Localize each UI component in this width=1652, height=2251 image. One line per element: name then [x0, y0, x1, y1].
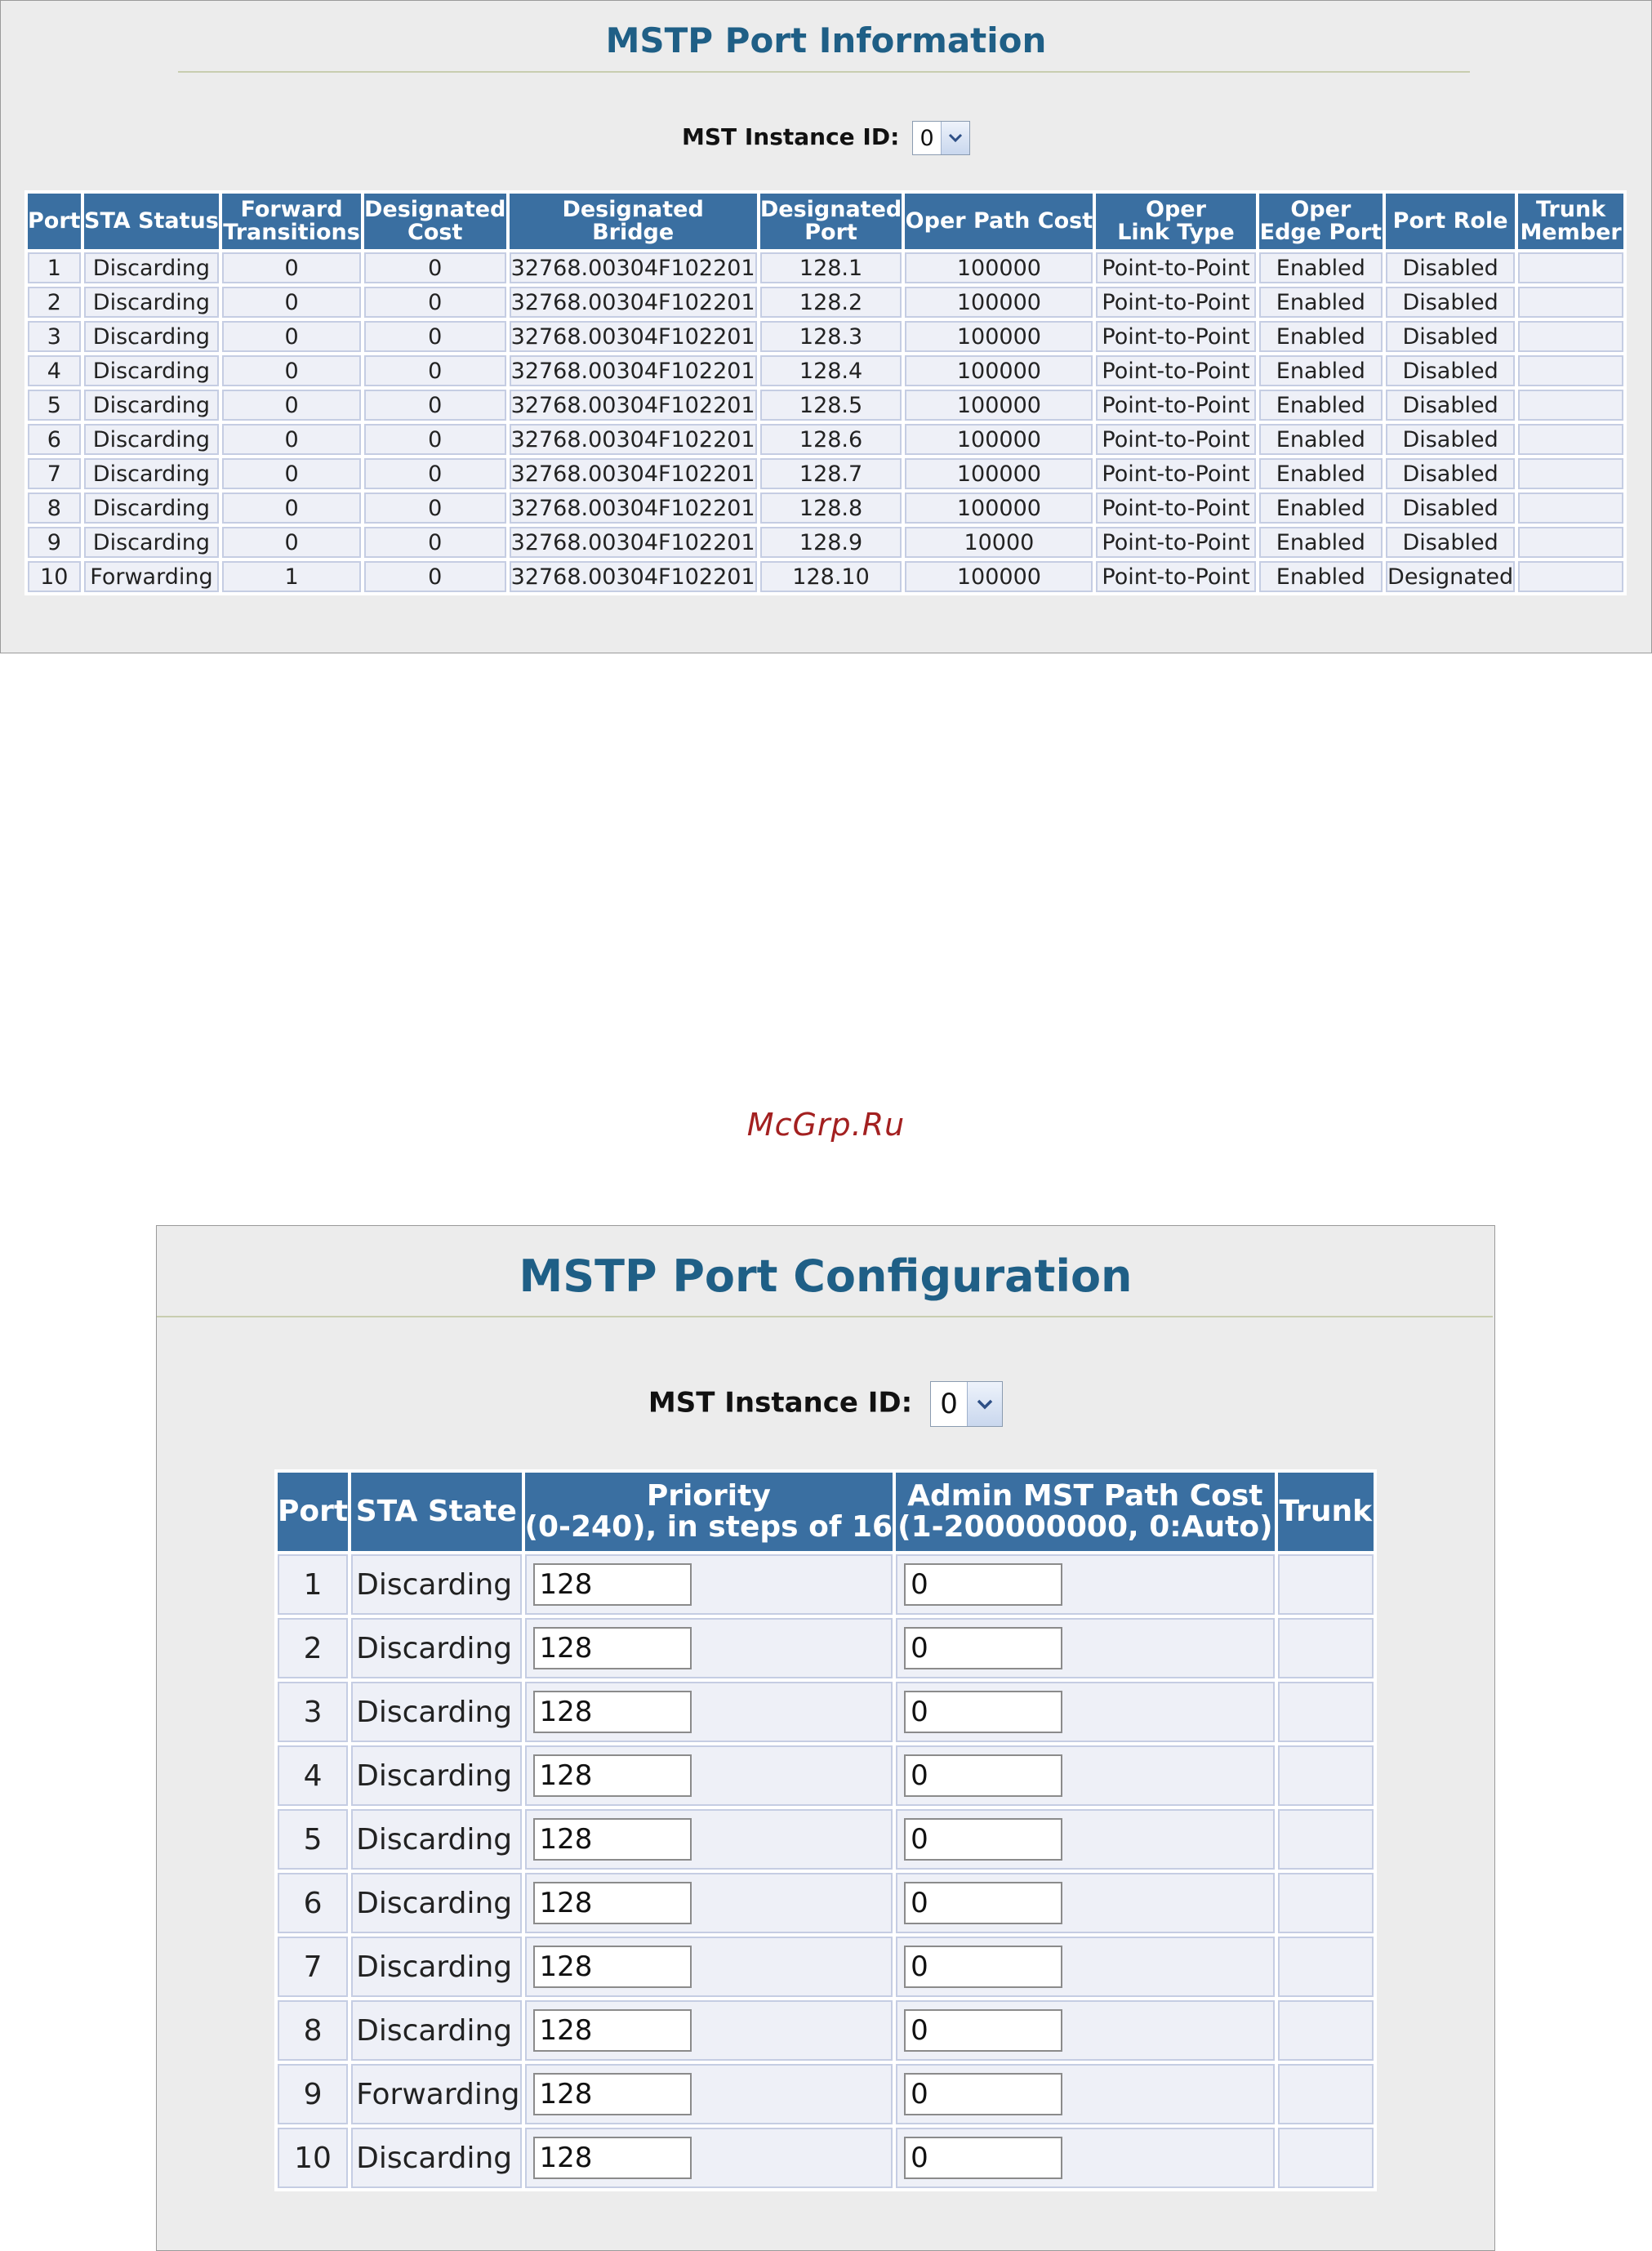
cell-admin-mst-path-cost: [896, 2064, 1274, 2124]
cell-oper-link-type: Point-to-Point: [1096, 458, 1255, 489]
cell-sta-state: Forwarding: [351, 2064, 521, 2124]
cell-designated-bridge: 32768.00304F102201: [510, 355, 757, 386]
table-row: [278, 1745, 1374, 1806]
cell-admin-mst-path-cost: [896, 1745, 1274, 1806]
header-text: Forward: [240, 196, 343, 222]
cell-forward-transitions: 0: [222, 424, 360, 455]
header-text: STA State: [355, 1495, 517, 1529]
cell-designated-cost: 0: [364, 321, 506, 352]
priority-input[interactable]: [533, 1691, 692, 1733]
cell-port-role: Disabled: [1386, 390, 1515, 421]
cell-trunk-member: [1518, 561, 1623, 592]
mst-instance-row: [1, 121, 1651, 155]
table-row: [28, 287, 1623, 318]
header-text: Port: [278, 1495, 349, 1529]
cell-designated-port: 128.4: [760, 355, 902, 386]
cell-admin-mst-path-cost: [896, 1618, 1274, 1678]
cell-trunk-member: [1518, 458, 1623, 489]
header-text: Bridge: [592, 220, 675, 245]
cell-oper-path-cost: 100000: [905, 287, 1093, 318]
cell-oper-link-type: Point-to-Point: [1096, 561, 1255, 592]
cell-sta-state: Discarding: [351, 2000, 521, 2061]
cell-priority: [525, 1554, 893, 1615]
cell-port-role: Disabled: [1386, 321, 1515, 352]
cell-port: 3: [28, 321, 81, 352]
cell-port: 8: [278, 2000, 348, 2061]
path-cost-input[interactable]: [904, 2073, 1062, 2115]
cell-oper-path-cost: 100000: [905, 424, 1093, 455]
header-text: Admin MST Path Cost: [907, 1479, 1263, 1513]
cell-designated-bridge: 32768.00304F102201: [510, 321, 757, 352]
cell-port: 1: [278, 1554, 348, 1615]
cell-sta-state: Discarding: [351, 1618, 521, 1678]
header-text: Designated: [364, 196, 506, 222]
column-header-designated-bridge: [510, 194, 757, 249]
cell-admin-mst-path-cost: [896, 1809, 1274, 1870]
header-text: (0-240), in steps of 16: [524, 1510, 893, 1544]
cell-port-role: Disabled: [1386, 252, 1515, 283]
cell-sta-state: Discarding: [351, 1554, 521, 1615]
cell-sta-state: Discarding: [351, 2128, 521, 2188]
cell-trunk-member: [1518, 287, 1623, 318]
cell-port: 8: [28, 493, 81, 524]
cell-designated-bridge: 32768.00304F102201: [510, 493, 757, 524]
priority-input[interactable]: [533, 1754, 692, 1797]
table-row: [28, 355, 1623, 386]
cell-forward-transitions: 0: [222, 321, 360, 352]
cell-priority: [525, 1745, 893, 1806]
table-row: [28, 390, 1623, 421]
column-header-priority: [525, 1473, 893, 1551]
table-row: [278, 2064, 1374, 2124]
header-text: Trunk: [1279, 1495, 1373, 1529]
path-cost-input[interactable]: [904, 1946, 1062, 1988]
cell-oper-edge-port: Enabled: [1259, 561, 1383, 592]
title-divider: [178, 71, 1470, 73]
cell-trunk-member: [1518, 527, 1623, 558]
cell-priority: [525, 2000, 893, 2061]
cell-port: 7: [278, 1937, 348, 1997]
cell-trunk-member: [1518, 355, 1623, 386]
cell-designated-cost: 0: [364, 458, 506, 489]
path-cost-input[interactable]: [904, 1882, 1062, 1924]
cell-admin-mst-path-cost: [896, 2000, 1274, 2061]
cell-forward-transitions: 0: [222, 287, 360, 318]
cell-port: 4: [28, 355, 81, 386]
cell-sta-state: Discarding: [351, 1873, 521, 1933]
column-header-admin-mst-path-cost: [896, 1473, 1274, 1551]
cell-oper-link-type: Point-to-Point: [1096, 493, 1255, 524]
cell-oper-link-type: Point-to-Point: [1096, 390, 1255, 421]
cell-oper-path-cost: 100000: [905, 390, 1093, 421]
cell-designated-port: 128.2: [760, 287, 902, 318]
priority-input[interactable]: [533, 1563, 692, 1606]
cell-sta-state: Discarding: [351, 1745, 521, 1806]
cell-port: 5: [278, 1809, 348, 1870]
cell-designated-port: 128.1: [760, 252, 902, 283]
table-row: [28, 321, 1623, 352]
cell-forward-transitions: 1: [222, 561, 360, 592]
page-title: MSTP Port Configuration: [519, 1250, 1133, 1302]
column-header-oper-link-type: [1096, 194, 1255, 249]
cell-designated-cost: 0: [364, 390, 506, 421]
cell-port-role: Disabled: [1386, 355, 1515, 386]
cell-port: 5: [28, 390, 81, 421]
header-text: STA Status: [84, 207, 219, 234]
cell-trunk-member: [1518, 493, 1623, 524]
cell-designated-bridge: 32768.00304F102201: [510, 561, 757, 592]
cell-port-role: Disabled: [1386, 458, 1515, 489]
path-cost-input[interactable]: [904, 1627, 1062, 1669]
table-row: [278, 1618, 1374, 1678]
cell-priority: [525, 1682, 893, 1742]
column-header-forward-transitions: [222, 194, 360, 249]
table-row: [278, 1809, 1374, 1870]
cell-forward-transitions: 0: [222, 355, 360, 386]
cell-oper-edge-port: Enabled: [1259, 424, 1383, 455]
cell-port: 6: [28, 424, 81, 455]
cell-designated-port: 128.8: [760, 493, 902, 524]
cell-port: 4: [278, 1745, 348, 1806]
cell-priority: [525, 1618, 893, 1678]
cell-port: 10: [278, 2128, 348, 2188]
priority-input[interactable]: [533, 1946, 692, 1988]
cell-designated-port: 128.10: [760, 561, 902, 592]
mst-instance-select[interactable]: [930, 1381, 1003, 1427]
header-text: Cost: [407, 220, 463, 245]
table-row: [28, 252, 1623, 283]
cell-oper-link-type: Point-to-Point: [1096, 321, 1255, 352]
cell-forward-transitions: 0: [222, 390, 360, 421]
table-row: [278, 2000, 1374, 2061]
cell-trunk: [1278, 1554, 1374, 1615]
cell-oper-edge-port: Enabled: [1259, 252, 1383, 283]
table-header-row: [278, 1473, 1374, 1551]
cell-port: 1: [28, 252, 81, 283]
path-cost-input[interactable]: [904, 1691, 1062, 1733]
path-cost-input[interactable]: [904, 2009, 1062, 2052]
cell-sta-status: Discarding: [84, 390, 220, 421]
cell-trunk-member: [1518, 390, 1623, 421]
header-text: Port: [28, 207, 81, 234]
header-text: Priority: [646, 1479, 771, 1513]
cell-forward-transitions: 0: [222, 527, 360, 558]
table-row: [278, 1937, 1374, 1997]
cell-designated-bridge: 32768.00304F102201: [510, 458, 757, 489]
path-cost-input[interactable]: [904, 1754, 1062, 1797]
cell-designated-port: 128.3: [760, 321, 902, 352]
table-header-row: [28, 194, 1623, 249]
cell-trunk-member: [1518, 252, 1623, 283]
cell-trunk: [1278, 1809, 1374, 1870]
cell-designated-cost: 0: [364, 252, 506, 283]
table-row: [28, 561, 1623, 592]
path-cost-input[interactable]: [904, 1818, 1062, 1861]
cell-trunk: [1278, 2128, 1374, 2188]
mst-instance-label: MST Instance ID:: [648, 1386, 913, 1420]
priority-input[interactable]: [533, 2073, 692, 2115]
priority-input[interactable]: [533, 2009, 692, 2052]
cell-oper-path-cost: 100000: [905, 493, 1093, 524]
cell-oper-link-type: Point-to-Point: [1096, 527, 1255, 558]
table-row: [28, 527, 1623, 558]
cell-trunk: [1278, 1745, 1374, 1806]
cell-port-role: Disabled: [1386, 424, 1515, 455]
cell-oper-path-cost: 100000: [905, 458, 1093, 489]
cell-admin-mst-path-cost: [896, 1873, 1274, 1933]
column-header-sta-status: [84, 194, 220, 249]
cell-oper-path-cost: 10000: [905, 527, 1093, 558]
header-text: (1-200000000, 0:Auto): [897, 1510, 1273, 1544]
cell-designated-cost: 0: [364, 561, 506, 592]
cell-trunk: [1278, 1873, 1374, 1933]
cell-sta-status: Discarding: [84, 355, 220, 386]
cell-port: 2: [28, 287, 81, 318]
chevron-down-icon[interactable]: [967, 1382, 1002, 1426]
cell-oper-edge-port: Enabled: [1259, 287, 1383, 318]
header-text: Designated: [562, 196, 704, 222]
table-row: [28, 493, 1623, 524]
cell-oper-path-cost: 100000: [905, 321, 1093, 352]
cell-designated-cost: 0: [364, 355, 506, 386]
cell-designated-port: 128.7: [760, 458, 902, 489]
cell-priority: [525, 2128, 893, 2188]
cell-sta-status: Discarding: [84, 527, 220, 558]
priority-input[interactable]: [533, 1882, 692, 1924]
column-header-trunk-member: [1518, 194, 1623, 249]
cell-trunk: [1278, 2064, 1374, 2124]
cell-trunk: [1278, 1937, 1374, 1997]
column-header-oper-edge-port: [1259, 194, 1383, 249]
cell-designated-bridge: 32768.00304F102201: [510, 527, 757, 558]
table-row: [28, 424, 1623, 455]
cell-sta-status: Discarding: [84, 493, 220, 524]
page-title: MSTP Port Information: [605, 20, 1047, 60]
cell-oper-edge-port: Enabled: [1259, 458, 1383, 489]
cell-sta-state: Discarding: [351, 1809, 521, 1870]
cell-sta-status: Discarding: [84, 321, 220, 352]
cell-designated-bridge: 32768.00304F102201: [510, 252, 757, 283]
header-text: Designated: [759, 196, 902, 222]
cell-sta-status: Discarding: [84, 424, 220, 455]
header-text: Member: [1520, 220, 1622, 245]
chevron-down-icon[interactable]: [941, 122, 969, 154]
table-row: [278, 1873, 1374, 1933]
header-text: Oper Path Cost: [905, 207, 1093, 234]
path-cost-input[interactable]: [904, 1563, 1062, 1606]
column-header-oper-path-cost: [905, 194, 1093, 249]
cell-oper-path-cost: 100000: [905, 561, 1093, 592]
mst-instance-select[interactable]: [912, 121, 970, 155]
priority-input[interactable]: [533, 1818, 692, 1861]
header-text: Port: [804, 220, 857, 245]
cell-oper-edge-port: Enabled: [1259, 390, 1383, 421]
cell-sta-state: Discarding: [351, 1937, 521, 1997]
column-header-designated-cost: [364, 194, 506, 249]
path-cost-input[interactable]: [904, 2137, 1062, 2179]
header-text: Edge Port: [1259, 220, 1383, 245]
cell-admin-mst-path-cost: [896, 2128, 1274, 2188]
cell-oper-link-type: Point-to-Point: [1096, 252, 1255, 283]
mst-instance-value: 0: [920, 125, 934, 151]
table-row: [278, 1682, 1374, 1742]
cell-oper-edge-port: Enabled: [1259, 321, 1383, 352]
cell-oper-edge-port: Enabled: [1259, 493, 1383, 524]
cell-designated-cost: 0: [364, 527, 506, 558]
header-text: Port Role: [1392, 207, 1508, 234]
cell-sta-status: Discarding: [84, 287, 220, 318]
port-configuration-table: [274, 1469, 1377, 2191]
header-text: Link Type: [1117, 220, 1235, 245]
column-header-sta-state: [351, 1473, 521, 1551]
mst-instance-value: 0: [940, 1388, 958, 1420]
cell-port: 7: [28, 458, 81, 489]
cell-port: 10: [28, 561, 81, 592]
table-row: [278, 2128, 1374, 2188]
cell-admin-mst-path-cost: [896, 1554, 1274, 1615]
cell-port: 2: [278, 1618, 348, 1678]
cell-trunk-member: [1518, 424, 1623, 455]
cell-designated-cost: 0: [364, 287, 506, 318]
cell-priority: [525, 1809, 893, 1870]
cell-admin-mst-path-cost: [896, 1937, 1274, 1997]
cell-sta-state: Discarding: [351, 1682, 521, 1742]
cell-designated-port: 128.6: [760, 424, 902, 455]
cell-port-role: Disabled: [1386, 493, 1515, 524]
cell-designated-bridge: 32768.00304F102201: [510, 390, 757, 421]
header-text: Trunk: [1535, 196, 1606, 222]
cell-oper-link-type: Point-to-Point: [1096, 287, 1255, 318]
cell-port: 6: [278, 1873, 348, 1933]
column-header-port: [278, 1473, 348, 1551]
cell-oper-link-type: Point-to-Point: [1096, 424, 1255, 455]
mstp-port-information-panel: [0, 0, 1652, 653]
priority-input[interactable]: [533, 2137, 692, 2179]
header-text: Oper: [1290, 196, 1351, 222]
column-header-port-role: [1386, 194, 1515, 249]
port-information-table: [24, 190, 1627, 595]
cell-sta-status: Discarding: [84, 252, 220, 283]
cell-oper-link-type: Point-to-Point: [1096, 355, 1255, 386]
cell-forward-transitions: 0: [222, 493, 360, 524]
header-text: Oper: [1146, 196, 1206, 222]
mst-instance-label: MST Instance ID:: [681, 123, 900, 150]
cell-oper-path-cost: 100000: [905, 355, 1093, 386]
title-divider: [157, 1316, 1493, 1317]
column-header-trunk: [1278, 1473, 1374, 1551]
table-row: [28, 458, 1623, 489]
cell-designated-port: 128.5: [760, 390, 902, 421]
cell-designated-cost: 0: [364, 424, 506, 455]
cell-oper-edge-port: Enabled: [1259, 355, 1383, 386]
cell-port-role: Designated: [1386, 561, 1515, 592]
cell-oper-edge-port: Enabled: [1259, 527, 1383, 558]
cell-trunk: [1278, 1618, 1374, 1678]
cell-designated-bridge: 32768.00304F102201: [510, 424, 757, 455]
cell-designated-cost: 0: [364, 493, 506, 524]
mst-instance-row: [157, 1381, 1494, 1427]
cell-port: 9: [278, 2064, 348, 2124]
cell-priority: [525, 2064, 893, 2124]
cell-sta-status: Discarding: [84, 458, 220, 489]
cell-designated-bridge: 32768.00304F102201: [510, 287, 757, 318]
cell-port-role: Disabled: [1386, 287, 1515, 318]
cell-priority: [525, 1937, 893, 1997]
table-row: [278, 1554, 1374, 1615]
cell-oper-path-cost: 100000: [905, 252, 1093, 283]
cell-port: 9: [28, 527, 81, 558]
cell-trunk-member: [1518, 321, 1623, 352]
cell-sta-status: Forwarding: [84, 561, 220, 592]
header-text: Transitions: [223, 220, 360, 245]
cell-forward-transitions: 0: [222, 252, 360, 283]
column-header-port: [28, 194, 81, 249]
watermark-text: McGrp.Ru: [746, 1107, 906, 1143]
cell-designated-port: 128.9: [760, 527, 902, 558]
cell-admin-mst-path-cost: [896, 1682, 1274, 1742]
cell-trunk: [1278, 1682, 1374, 1742]
cell-port: 3: [278, 1682, 348, 1742]
cell-port-role: Disabled: [1386, 527, 1515, 558]
column-header-designated-port: [760, 194, 902, 249]
cell-trunk: [1278, 2000, 1374, 2061]
priority-input[interactable]: [533, 1627, 692, 1669]
cell-forward-transitions: 0: [222, 458, 360, 489]
cell-priority: [525, 1873, 893, 1933]
